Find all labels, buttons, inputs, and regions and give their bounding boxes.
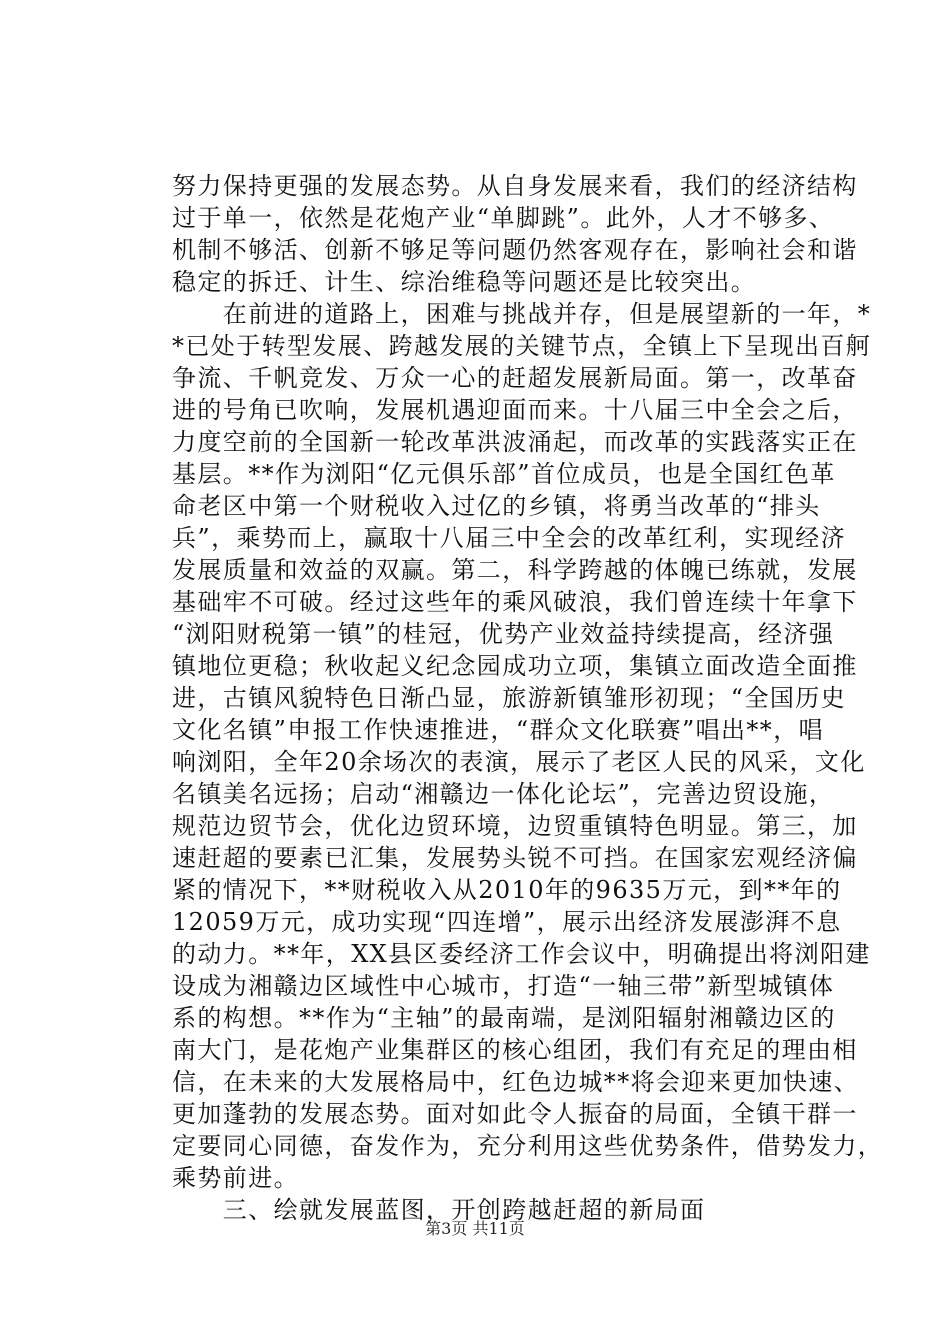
text-line: 进，古镇风貌特色日渐凸显，旅游新镇雏形初现；“全国历史 [172, 684, 847, 712]
text-line: 系的构想。**作为“主轴”的最南端，是浏阳辐射湘赣边区的 [172, 1004, 836, 1032]
text-line: 南大门，是花炮产业集群区的核心组团，我们有充足的理由相 [172, 1036, 858, 1064]
text-line: 力度空前的全国新一轮改革洪波涌起，而改革的实践落实正在 [172, 428, 858, 456]
text-line: 基础牢不可破。经过这些年的乘风破浪，我们曾连续十年拿下 [172, 588, 858, 616]
page-number-footer: 第3页 共11页 [425, 1219, 525, 1238]
text-line: 文化名镇”申报工作快速推进，“群众文化联赛”唱出**，唱 [172, 716, 825, 744]
section-heading: 三、绘就发展蓝图，开创跨越赶超的新局面 [172, 1196, 706, 1224]
text-line: 稳定的拆迁、计生、综治维稳等问题还是比较突出。 [172, 268, 757, 296]
text-line: 努力保持更强的发展态势。从自身发展来看，我们的经济结构 [172, 172, 858, 200]
text-line: 争流、千帆竞发、万众一心的赶超发展新局面。第一，改革奋 [172, 364, 858, 392]
text-line: 在前进的道路上，困难与挑战并存，但是展望新的一年，* [172, 300, 872, 328]
text-line: 镇地位更稳；秋收起义纪念园成功立项，集镇立面改造全面推 [172, 652, 858, 680]
text-line: 兵”，乘势而上，赢取十八届三中全会的改革红利，实现经济 [172, 524, 847, 552]
text-line: 响浏阳，全年20余场次的表演，展示了老区人民的风采，文化 [172, 748, 866, 776]
text-line: 设成为湘赣边区域性中心城市，打造“一轴三带”新型城镇体 [172, 972, 835, 1000]
text-line: 规范边贸节会，优化边贸环境，边贸重镇特色明显。第三，加 [172, 812, 858, 840]
text-line: 紧的情况下，**财税收入从2010年的9635万元，到**年的 [172, 876, 842, 904]
text-line: 进的号角已吹响，发展机遇迎面而来。十八届三中全会之后， [172, 396, 858, 424]
text-line: 信，在未来的大发展格局中，红色边城**将会迎来更加快速、 [172, 1068, 860, 1096]
text-line: 名镇美名远扬；启动“湘赣边一体化论坛”，完善边贸设施， [172, 780, 835, 808]
text-line: 机制不够活、创新不够足等问题仍然客观存在，影响社会和谐 [172, 236, 858, 264]
body-text [172, 170, 884, 1226]
text-line: 的动力。**年，XX县区委经济工作会议中，明确提出将浏阳建 [172, 940, 871, 968]
text-line: 速赶超的要素已汇集，发展势头锐不可挡。在国家宏观经济偏 [172, 844, 858, 872]
text-line: 定要同心同德，奋发作为，充分利用这些优势条件，借势发力， [172, 1132, 884, 1160]
text-line: 命老区中第一个财税收入过亿的乡镇，将勇当改革的“排头 [172, 492, 821, 520]
text-line: 更加蓬勃的发展态势。面对如此令人振奋的局面，全镇干群一 [172, 1100, 858, 1128]
text-line: 乘势前进。 [172, 1164, 299, 1192]
text-line: 发展质量和效益的双赢。第二，科学跨越的体魄已练就，发展 [172, 556, 858, 584]
text-line: *已处于转型发展、跨越发展的关键节点，全镇上下呈现出百舸 [172, 332, 872, 360]
text-line: 过于单一，依然是花炮产业“单脚跳”。此外，人才不够多、 [172, 204, 835, 232]
text-line: 12059万元，成功实现“四连增”，展示出经济发展澎湃不息 [172, 908, 842, 936]
text-line: 基层。**作为浏阳“亿元俱乐部”首位成员，也是全国红色革 [172, 460, 836, 488]
text-line: “浏阳财税第一镇”的桂冠，优势产业效益持续提高，经济强 [172, 620, 835, 648]
